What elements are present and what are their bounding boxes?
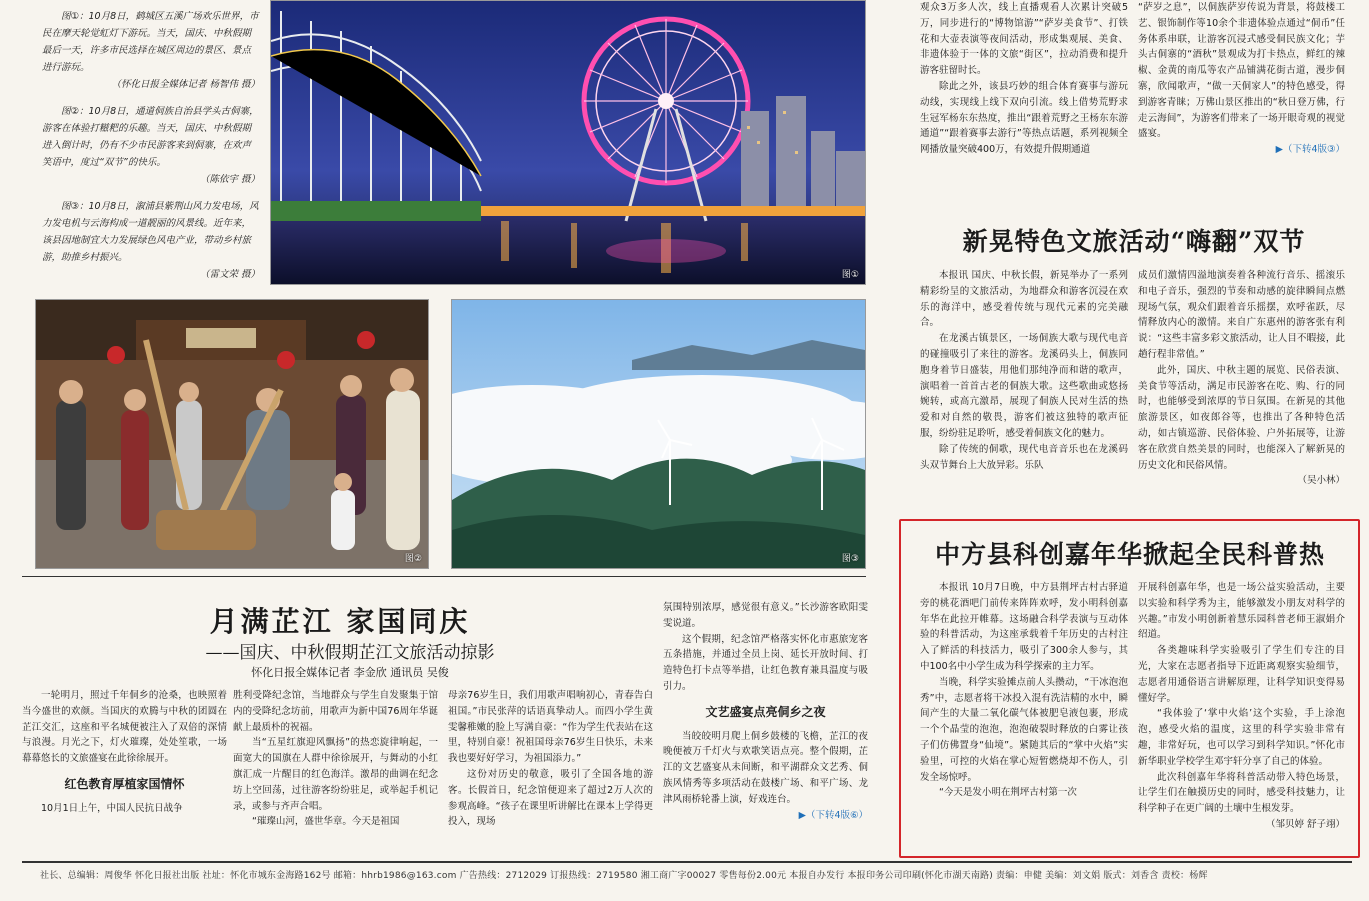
yueman-byline: 怀化日报全媒体记者 李金欣 通讯员 吴俊 bbox=[251, 666, 449, 679]
right-top-column-2: “萨岁之息”，以侗族萨岁传说为背景，将鼓楼工艺、银饰制作等10余个非遗体验点通过“侗币”任务体系串联，让游客沉浸式感受侗民族文化；芋头古侗寨的“酒秋”景观成为打卡热点，鲜红的辣椒、金黄的南瓜等农产品铺满花街古道，漫步侗寨，欣闻歌声，“做一天侗家人”的特色感受，得到游客青睐；万佛山景区推出的“秋日登万佛，行走云海间”，为游客们带来了一场开眼奇观的视觉盛宴。 ▶（下转4版③） bbox=[1138, 0, 1345, 158]
photo-label-3: 图③ bbox=[841, 554, 859, 564]
yueman-column-3: 母亲76岁生日，我们用歌声唱响初心，青春告白祖国。”市民张萍的话语真挚动人。而四小学生黄雯馨稚嫩的脸上写满自豪：“作为学生代表站在这里，特别自豪！祝祖国母亲76岁生日快乐，未来我也要好好学习，为祖国添力。” 这份对历史的敬意，吸引了全国各地的游客。长假首日，纪念馆便迎来了超过2万人次的参观高峰。“孩子在课里听讲解比在课本上学得更投入，现场 bbox=[448, 690, 653, 828]
turn-page-link-yueman[interactable]: ▶（下转4版⑥） bbox=[798, 809, 868, 821]
footer-imprint: 社长、总编辑：周俊华 怀化日报社出版 社址：怀化市城东金海路162号 邮箱：hhrb1986@163.com 广告热线：2712029 订报热线：2719580 湘工商广字00027 零售每份2.00元 本报自办发行 本报印务公司印刷(怀化市湖天南路) 责编：申健 美编：刘文娟 版式：刘香含 责校：杨辉 bbox=[40, 871, 1208, 881]
zhongfang-headline: 中方县科创嘉年华掀起全民科普热 bbox=[934, 540, 1325, 569]
xinhuang-column-1: 本报讯 国庆、中秋长假，新晃举办了一系列精彩纷呈的文旅活动，为地群众和游客沉浸在欢乐的海洋中，感受着传统与现代元素的完美融合。 在龙溪古镇景区，一场侗族大歌与现代电音的碰撞吸引了来往的游客。龙溪码头上，侗族同胞身着节日盛装，用他们那纯净而和谐的歌声，演唱着一首首古老的侗族大歌。这些歌曲或悠扬婉转，或高亢激昂，展现了侗族人民对生活的热爱和对自然的敬畏，游客们被这独特的歌声征服，纷纷驻足聆听，感受着侗族文化的魅力。 除了传统的侗歌，现代电音音乐也在龙溪码头双节舞台上大放异彩。乐队 bbox=[920, 270, 1128, 471]
play-arrow-icon: ▶ bbox=[798, 809, 806, 821]
zhongfang-column-1: 本报讯 10月7日晚，中方县荆坪古村古驿道旁的桃花酒吧门前传来阵阵欢呼，发小明科创嘉年华在此拉开帷幕。这场融合科学表演与互动体验的科普活动，为这座承载着千年历史的古村注入了鲜活的科技活力，吸引了300余人参与，其中100名中小学生成为科学探索的主力军。 当晚，科学实验摊点前人头攒动，“干冰泡泡秀”中，志愿者将干冰投入混有洗洁精的水中，瞬间产生的大量二氧化碳气体被肥皂液包裹，形成一个个晶莹的泡泡，泡泡破裂时释放的白雾让孩子们仿佛置身“仙境”。紧随其后的“掌中火焰”实验里，可控的火焰在掌心短暂燃烧却不伤人，引发全场惊呼。 “今天是发小明在荆坪古村第一次 bbox=[920, 582, 1128, 799]
zhongfang-column-2: 开展科创嘉年华，也是一场公益实验活动，主要以实验和科学秀为主，能够激发小朋友对科学的兴趣。”市发小明创新着慧乐园科普老师王淑娟介绍道。 各类趣味科学实验吸引了学生们专注的目光，大家在志愿者指导下近距离观察实验细节，志愿者用通俗语言讲解原理，让科学知识变得易懂好学。 “我体验了‘掌中火焰’这个实验，手上涂泡泡，感受火焰的温度，这里的科学实验非常有趣，非常好玩，也可以学习到科学知识。”怀化市新华职业学校学生邓宇轩分享了自己的体验。 此次科创嘉年华将科普活动带入特色场景，让学生们在触摸历史的同时，感受科技魅力，让科学种子在更广阔的土壤中生根发芽。 （邹贝婷 舒子翊） bbox=[1138, 580, 1345, 833]
photo-label-1: 图① bbox=[841, 270, 859, 280]
caption-3: 图③：10月8日，溆浦县紫荆山风力发电场，风力发电机与云海构成一道靓丽的风景线。近年来，该县因地制宜大力发展绿色风电产业，带动乡村旅游，助推乡村振兴。 （雷文荣 摄） bbox=[42, 201, 260, 280]
xinhuang-column-2: 成员们激情四溢地演奏着各种流行音乐、摇滚乐和电子音乐，强烈的节奏和动感的旋律瞬间点燃现场气氛，观众们跟着音乐摇摆，欢呼雀跃，尽情释放内心的激情。来自广东惠州的游客张有利说：“这些丰富多彩文旅活动，让人目不暇接，此趟行程非常值。” 此外，国庆、中秋主题的展览、民俗表演、美食节等活动，满足市民游客在吃、购、行的同时，也能够受到浓厚的节日氛围。在新晃的其他旅游景区，如夜郎谷等，也推出了各种特色活动，如古镇巡游、民俗体验、户外拓展等，让游客在欣赏自然美景的同时，也能深入了解新晃的历史文化和民俗风情。 （吴小林） bbox=[1138, 268, 1345, 489]
caption-1: 图①：10月8日，鹤城区五溪广场欢乐世界，市民在摩天轮觉虹灯下游玩。当天，国庆、中秋假期最后一天，许多市民选择在城区周边的景区、景点进行游玩。 （怀化日报全媒体记者 杨智伟 摄） bbox=[42, 11, 260, 90]
footer-rule bbox=[22, 861, 1352, 863]
photo-captions bbox=[42, 8, 260, 293]
caption-2: 图②：10月8日，通道侗族自治县学头古侗寨，游客在体验打糍粑的乐趣。当天，国庆、中秋假期进入倒计时，仍有不少市民游客来到侗寨，在欢声笑语中，度过“双节”的快乐。 （陈依宇 摄） bbox=[42, 106, 260, 185]
xinhuang-headline: 新晃特色文旅活动“嗨翻”双节 bbox=[962, 227, 1306, 256]
play-arrow-icon: ▶ bbox=[1275, 144, 1283, 156]
yueman-subheading-2: 文艺盛宴点亮侗乡之夜 bbox=[705, 704, 826, 719]
photo-ferris-wheel bbox=[270, 0, 866, 285]
yueman-column-4: 氛围特别浓厚，感觉很有意义。”长沙游客欧阳雯雯说道。 这个假期，纪念馆严格落实怀化市惠旅宠客五条措施，并通过全员上岗、延长开放时间、打造特色打卡点等举措，让红色教育兼具温度与吸引力。 文艺盛宴点亮侗乡之夜 当皎皎明月爬上侗乡鼓楼的飞檐，芷江的夜晚便被万千灯火与欢歌笑语点亮。整个假期，芷江的文艺盛宴从未间断，和平湖群众文艺秀、侗族风情秀等多项活动在鼓楼广场、和平广场、龙津风雨桥轮番上演，好戏连台。 ▶（下转4版⑥） bbox=[663, 600, 868, 823]
section-divider bbox=[22, 576, 866, 577]
xinhuang-credit: （吴小林） bbox=[1297, 475, 1345, 487]
yueman-subheading-1: 红色教育厚植家国情怀 bbox=[64, 776, 185, 791]
photo-label-2: 图② bbox=[404, 554, 422, 564]
photo-rice-cake-pounding bbox=[35, 299, 429, 569]
zhongfang-credit: （邹贝婷 舒子翊） bbox=[1265, 818, 1345, 830]
photo-wind-turbines bbox=[451, 299, 866, 569]
yueman-column-1: 一轮明月，照过千年侗乡的沧桑，也映照着当今盛世的欢颜。当国庆的欢腾与中秋的团圆在芷江交汇，这座和平名城便被注入了双倍的深情与浪漫。月光之下，灯火璀璨，处处笙歌，一场幕幕悠长的文旅盛宴在此徐徐展开。 红色教育厚植家国情怀 10月1日上午，中国人民抗日战争 bbox=[22, 690, 227, 814]
yueman-headline: 月满芷江 家国同庆 bbox=[209, 605, 471, 638]
yueman-subhead: ——国庆、中秋假期芷江文旅活动掠影 bbox=[205, 643, 495, 663]
yueman-column-2: 胜利受降纪念馆，当地群众与学生自发聚集于馆内的受降纪念坊前，用歌声为新中国76周年华诞献上最质朴的祝福。 当“五星红旗迎风飘扬”的热恋旋律响起，一面宽大的国旗在人群中徐徐展开，与舞动的小红旗汇成一片醒目的红色海洋。激昂的曲调在纪念坊上空回荡，过往游客纷纷驻足，或举起手机记录，或参与齐声合唱。 “璀璨山河，盛世华章。今天是祖国 bbox=[233, 690, 438, 828]
turn-page-link-right-top[interactable]: ▶（下转4版③） bbox=[1275, 144, 1345, 156]
right-top-column-1: 观众3万多人次，线上直播观看人次累计突破5万，同步进行的“博物馆游”“萨岁美食节”、打铁花和大壶表演等夜间活动，形成集观展、美食、非遗体验于一体的文旅“街区”，拉动消费和提升游客驻留时长。 除此之外，该县巧妙的组合体育赛事与游玩动线，实现线上线下双向引流。线上借势荒野求生冠军杨东东热度，推出“跟着荒野之王杨东东游通道”“跟着赛事去游行”等热点话题，系列视频全网播放量突破400万，有效提升假期通道 bbox=[920, 2, 1128, 156]
